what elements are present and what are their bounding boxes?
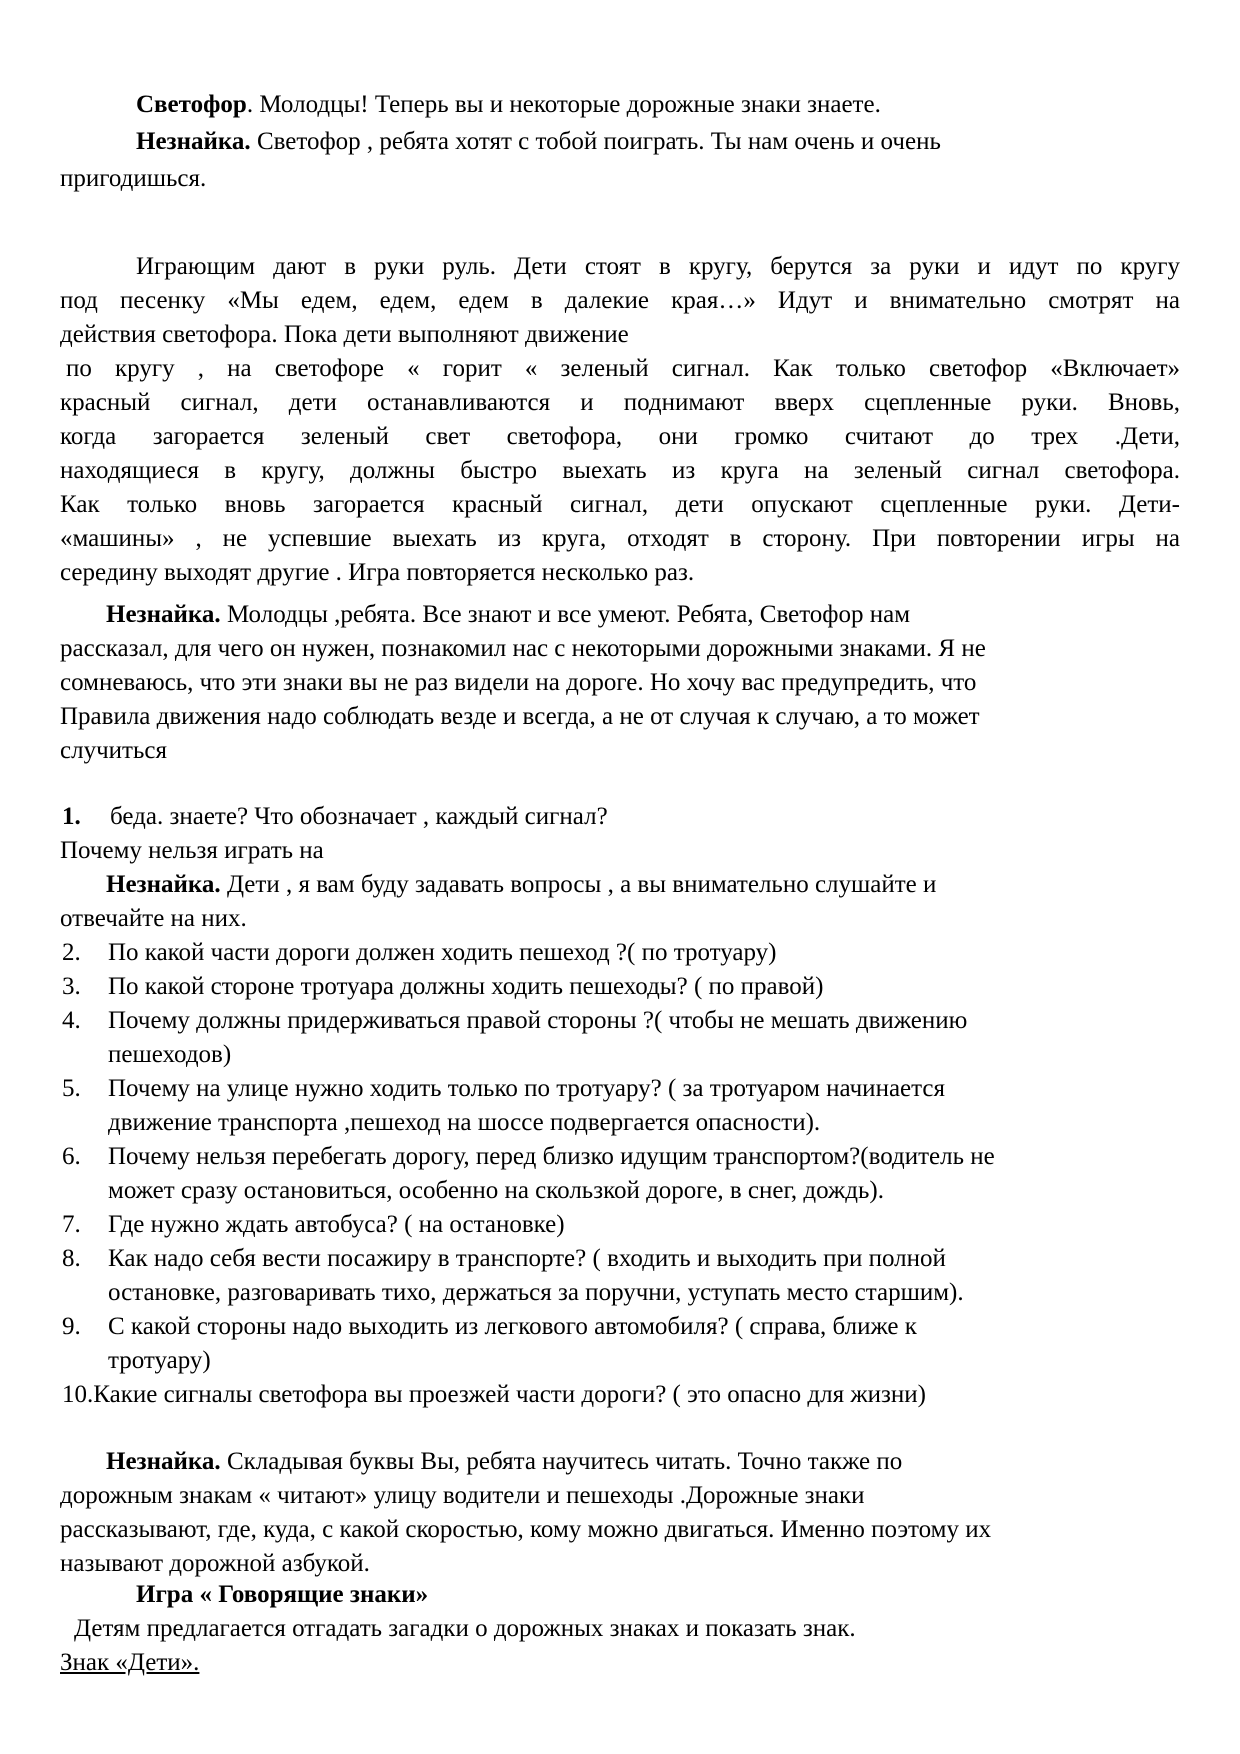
list-item: [62, 970, 1182, 1004]
speaker-name: Незнайка.: [106, 871, 221, 898]
speaker-name: Незнайка.: [106, 1448, 221, 1475]
paragraph-line: «машины» , не успевшие выехать из круга, отходят в сторону. При повторении игры на: [60, 525, 1180, 552]
sign-heading: [60, 1646, 1180, 1680]
dialogue-line-svetofor: [60, 88, 1240, 122]
dialogue-text: Молодцы ,ребята. Все знают и все умеют. Ребята, Светофор нам: [220, 601, 911, 628]
dialogue-line-neznayka: [60, 125, 1240, 159]
dialogue-text: Светофор , ребята хотят с тобой поиграть. Ты нам очень и очень: [250, 128, 941, 155]
orphan-line: Почему нельзя играть на: [60, 837, 324, 864]
paragraph-line: называют дорожной азбукой.: [60, 1550, 370, 1577]
game-intro: Детям предлагается отгадать загадки о дорожных знаках и показать знак.: [74, 1615, 856, 1642]
list-item-text: С какой стороны надо выходить из легкового автомобиля? ( справа, ближе к: [108, 1313, 917, 1340]
list-number: 6.: [62, 1143, 81, 1170]
paragraph-line: находящиеся в кругу, должны быстро выехать из круга на зеленый сигнал светофора.: [60, 457, 1180, 484]
list-number: 10.: [62, 1381, 94, 1408]
list-item-text: Какие сигналы светофора вы проезжей части дороги? ( это опасно для жизни): [93, 1381, 926, 1408]
list-item: [62, 936, 1182, 970]
paragraph-line: сомневаюсь, что эти знаки вы не раз видели на дороге. Но хочу вас предупредить, что: [60, 669, 977, 696]
list-item-text: Почему нельзя перебегать дорогу, перед близко идущим транспортом?(водитель не: [108, 1143, 995, 1170]
list-number: 2.: [62, 939, 81, 966]
list-item-text: Почему на улице нужно ходить только по тротуару? ( за тротуаром начинается: [108, 1075, 945, 1102]
paragraph-line: середину выходят другие . Игра повторяется несколько раз.: [60, 559, 695, 586]
list-item-text: беда. знаете? Что обозначает , каждый сигнал?: [110, 803, 608, 830]
paragraph-line: действия светофора. Пока дети выполняют движение: [60, 321, 629, 348]
paragraph-line: когда загорается зеленый свет светофора, они громко считают до трех .Дети,: [60, 423, 1180, 450]
paragraph-line: дорожным знакам « читают» улицу водители и пешеходы .Дорожные знаки: [60, 1482, 865, 1509]
list-item: [62, 1208, 1182, 1242]
list-item: [62, 1242, 1182, 1276]
speaker-name: Светофор: [136, 91, 247, 118]
dialogue-line-neznayka: [60, 1445, 1226, 1479]
paragraph-line: Играющим дают в руки руль. Дети стоят в кругу, берутся за руки и идут по кругу: [136, 253, 1180, 280]
list-item-continuation: пешеходов): [108, 1041, 232, 1068]
list-item-text: Где нужно ждать автобуса? ( на остановке): [108, 1211, 565, 1238]
list-number: 3.: [62, 973, 81, 1000]
list-item: [62, 1004, 1182, 1038]
paragraph-line: красный сигнал, дети останавливаются и поднимают вверх сцепленные руки. Вновь,: [60, 389, 1180, 416]
speaker-name: Незнайка.: [136, 128, 251, 155]
list-number: 4.: [62, 1007, 81, 1034]
paragraph-line: рассказывают, где, куда, с какой скоростью, кому можно двигаться. Именно поэтому их: [60, 1516, 992, 1543]
dialogue-continuation: пригодишься.: [60, 165, 207, 192]
list-item-continuation: может сразу остановиться, особенно на скользкой дороге, в снег, дождь).: [108, 1177, 884, 1204]
speaker-name: Незнайка.: [106, 601, 221, 628]
list-number: 5.: [62, 1075, 81, 1102]
list-item-continuation: тротуару): [108, 1347, 211, 1374]
sign-heading-text: Знак «Дети».: [60, 1649, 200, 1676]
dialogue-text: . Молодцы! Теперь вы и некоторые дорожные знаки знаете.: [246, 91, 881, 118]
list-item-text: Как надо себя вести посажиру в транспорте? ( входить и выходить при полной: [108, 1245, 946, 1272]
list-number: 8.: [62, 1245, 81, 1272]
paragraph-line: под песенку «Мы едем, едем, едем в далекие края…» Идут и внимательно смотрят на: [60, 287, 1180, 314]
list-item-text: Почему должны придерживаться правой стороны ?( чтобы не мешать движению: [108, 1007, 968, 1034]
dialogue-line-neznayka: [60, 598, 1226, 632]
dialogue-text: Дети , я вам буду задавать вопросы , а вы внимательно слушайте и: [220, 871, 937, 898]
paragraph-line: Правила движения надо соблюдать везде и всегда, а не от случая к случаю, а то может: [60, 703, 980, 730]
game-title: Игра « Говорящие знаки»: [136, 1581, 429, 1608]
list-number: 7.: [62, 1211, 81, 1238]
list-number: 9.: [62, 1313, 81, 1340]
list-item: [62, 1378, 1182, 1412]
list-item-continuation: движение транспорта ,пешеход на шоссе подвергается опасности).: [108, 1109, 821, 1136]
list-item-continuation: остановке, разговаривать тихо, держаться за поручни, уступать место старшим).: [108, 1279, 964, 1306]
dialogue-continuation: отвечайте на них.: [60, 905, 247, 932]
paragraph-line: рассказал, для чего он нужен, познакомил нас с некоторыми дорожными знаками. Я не: [60, 635, 986, 662]
list-item: [62, 1140, 1182, 1174]
list-item: [62, 1310, 1182, 1344]
list-item: [62, 1072, 1182, 1106]
paragraph-line: Как только вновь загорается красный сигнал, дети опускают сцепленные руки. Дети-: [60, 491, 1180, 518]
dialogue-text: Складывая буквы Вы, ребята научитесь читать. Точно также по: [220, 1448, 903, 1475]
paragraph-line: по кругу , на светофоре « горит « зеленый сигнал. Как только светофор «Включает»: [66, 355, 1180, 382]
list-item-1: [56, 800, 1176, 834]
paragraph-line: случиться: [60, 737, 167, 764]
dialogue-line-neznayka: [60, 868, 1226, 902]
list-item-text: По какой стороне тротуара должны ходить пешеходы? ( по правой): [108, 973, 824, 1000]
list-number: 1.: [62, 803, 81, 830]
list-item-text: По какой части дороги должен ходить пешеход ?( по тротуару): [108, 939, 777, 966]
